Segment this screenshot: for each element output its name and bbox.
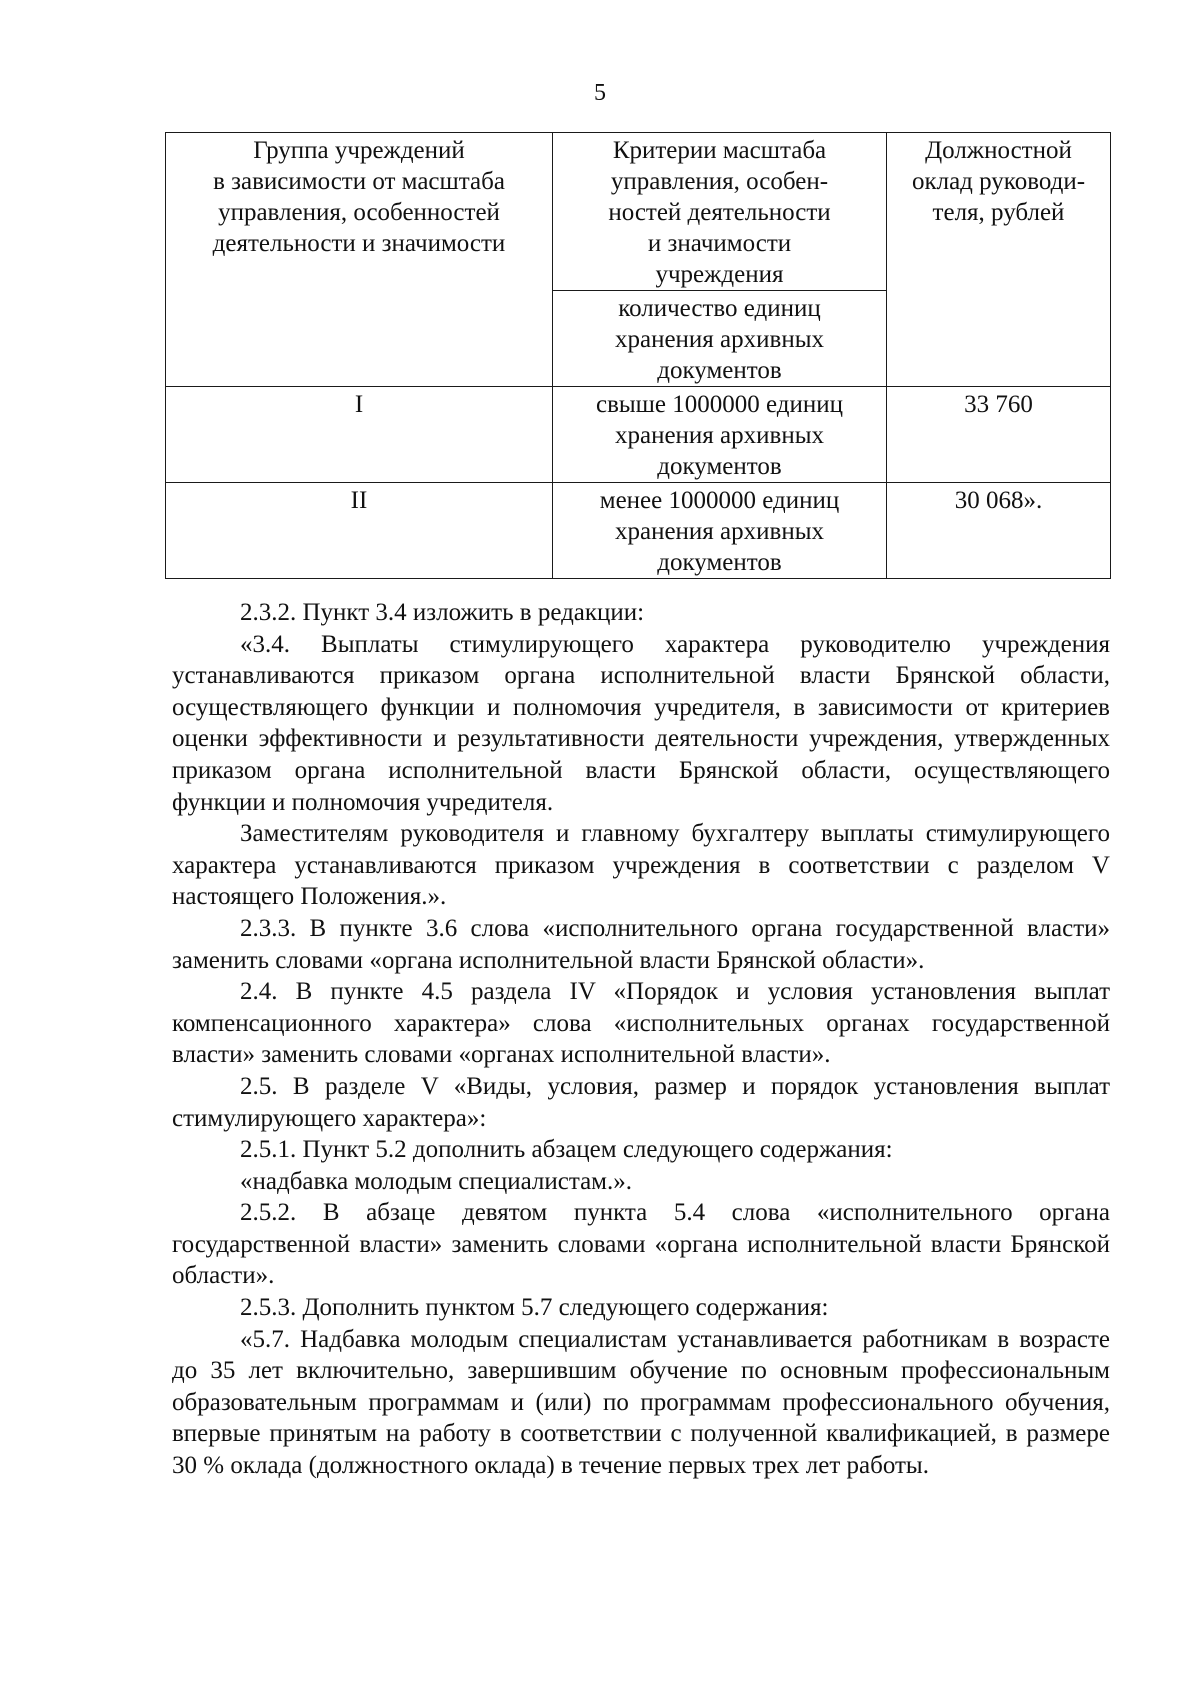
row-group-cell — [166, 483, 553, 579]
header-criteria-label: Критерии масштаба управления, особен- ностей деятельности и значимости учреждения — [608, 137, 831, 288]
paragraph: 2.3.3. В пункте 3.6 слова «исполнительного органа государственной власти» заменить словами «органа исполнительной власти Брянской области». — [172, 914, 1110, 974]
paragraph: 2.4. В пункте 4.5 раздела IV «Порядок и условия установления выплат компенсационного характера» слова «исполнительных органах государственной власти» заменить словами «органах исполнительной власти». — [172, 978, 1110, 1069]
table-header-row — [166, 133, 1111, 291]
header-group-label: Группа учреждений в зависимости от масштаба управления, особенностей деятельности и значимости — [212, 137, 506, 257]
paragraph: «надбавка молодым специалистам.». — [240, 1167, 633, 1195]
subheader-criteria-label: количество единиц хранения архивных документов — [614, 295, 825, 384]
header-salary-cell — [887, 133, 1111, 387]
paragraph: 2.5. В разделе V «Виды, условия, размер и порядок установления выплат стимулирующего характера»: — [172, 1072, 1110, 1132]
subheader-criteria-cell — [553, 291, 887, 387]
row-criteria-cell — [553, 387, 887, 483]
header-group-cell — [166, 133, 553, 387]
row-criteria-value: свыше 1000000 единиц хранения архивных документов — [595, 391, 844, 480]
table-row — [166, 483, 1111, 579]
row-salary-cell — [887, 387, 1111, 483]
paragraph: 2.3.2. Пункт 3.4 изложить в редакции: — [240, 599, 645, 626]
paragraph: Заместителям руководителя и главному бухгалтеру выплаты стимулирующего характера устанавливаются приказом учреждения в соответствии с разделом V настоящего Положения.». — [172, 820, 1110, 911]
row-criteria-cell — [553, 483, 887, 579]
page-number: 5 — [594, 80, 606, 106]
paragraph: 2.5.1. Пункт 5.2 дополнить абзацем следующего содержания: — [240, 1136, 893, 1164]
document-body — [172, 597, 1110, 1482]
row-salary-cell — [887, 483, 1111, 579]
table-row — [166, 387, 1111, 483]
row-group-value: I — [354, 391, 364, 418]
paragraph: 2.5.2. В абзаце девятом пункта 5.4 слова «исполнительного органа государственной власти» заменить словами «органа исполнительной власти Брянской области». — [172, 1199, 1110, 1290]
row-salary-value: 30 068». — [954, 487, 1043, 514]
row-criteria-value: менее 1000000 единиц хранения архивных документов — [599, 487, 840, 576]
header-criteria-cell — [553, 133, 887, 291]
paragraph: «5.7. Надбавка молодым специалистам устанавливается работникам в возрасте до 35 лет включительно, завершившим обучение по основным профессиональным образовательным программам и (или) по программам профессионального обучения, впервые принятым на работу в соответствии с полученной квалификацией, в размере 30 % оклада (должностного оклада) в течение первых трех лет работы. — [172, 1325, 1110, 1480]
row-group-cell — [166, 387, 553, 483]
row-group-value: II — [350, 487, 368, 514]
paragraph: 2.5.3. Дополнить пунктом 5.7 следующего содержания: — [240, 1294, 829, 1322]
row-salary-value: 33 760 — [964, 391, 1033, 418]
header-salary-label: Должностной оклад руководи- теля, рублей — [911, 137, 1086, 226]
salary-table — [165, 132, 1111, 579]
paragraph: «3.4. Выплаты стимулирующего характера руководителю учреждения устанавливаются приказом органа исполнительной власти Брянской области, осуществляющего функции и полномочия учредителя, в зависимости от критериев оценки эффективности и результативности деятельности учреждения, утвержденных приказом органа исполнительной власти Брянской области, осуществляющего функции и полномочия учредителя. — [172, 630, 1110, 816]
